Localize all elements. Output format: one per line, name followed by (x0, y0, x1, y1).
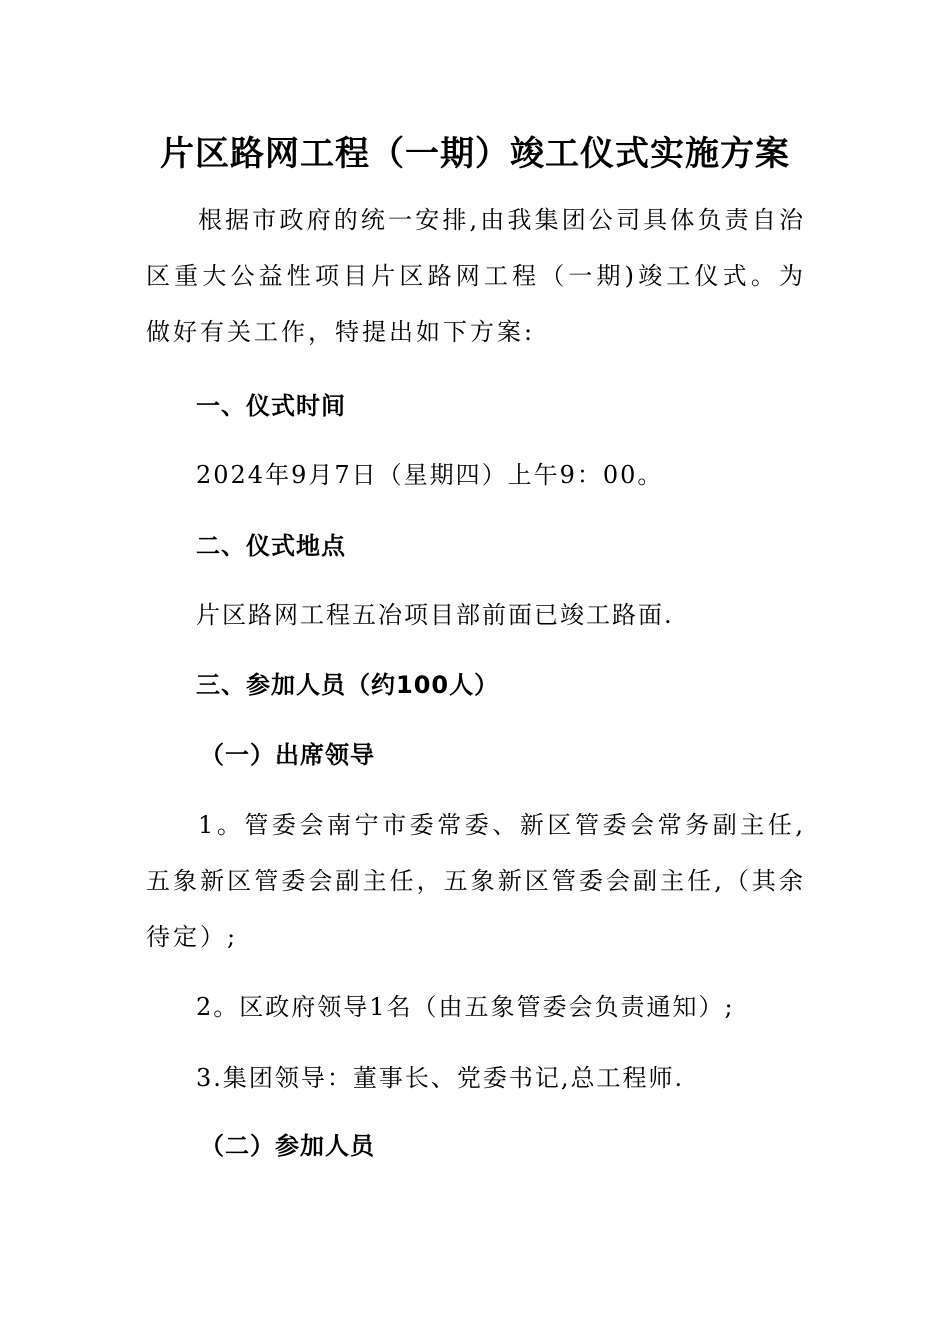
subsection-heading-leaders: （一）出席领导 (200, 741, 375, 769)
ceremony-time: 2024年9月7日（星期四）上午9：00。 (196, 461, 664, 489)
subsection-heading-participants: （二）参加人员 (200, 1132, 375, 1160)
intro-paragraph: 根据市政府的统一安排,由我集团公司具体负责自治区重大公益性项目片区路网工程（一期)竣工仪式。为做好有关工作，特提出如下方案: (146, 206, 806, 346)
document-title: 片区路网工程（一期）竣工仪式实施方案 (160, 134, 790, 174)
leaders-item-3: 3.集团领导：董事长、党委书记,总工程师. (196, 1064, 685, 1092)
section-heading-location: 二、仪式地点 (196, 532, 346, 560)
section-heading-attendees: 三、参加人员（约100人） (196, 671, 500, 699)
leaders-item-2: 2。区政府领导1名（由五象管委会负责通知）; (196, 993, 735, 1021)
leaders-item-1: 1。管委会南宁市委常委、新区管委会常务副主任,五象新区管委会副主任，五象新区管委会副主任,（其余待定）; (146, 811, 806, 951)
section-heading-time: 一、仪式时间 (196, 392, 346, 420)
ceremony-location: 片区路网工程五冶项目部前面已竣工路面. (196, 601, 674, 629)
